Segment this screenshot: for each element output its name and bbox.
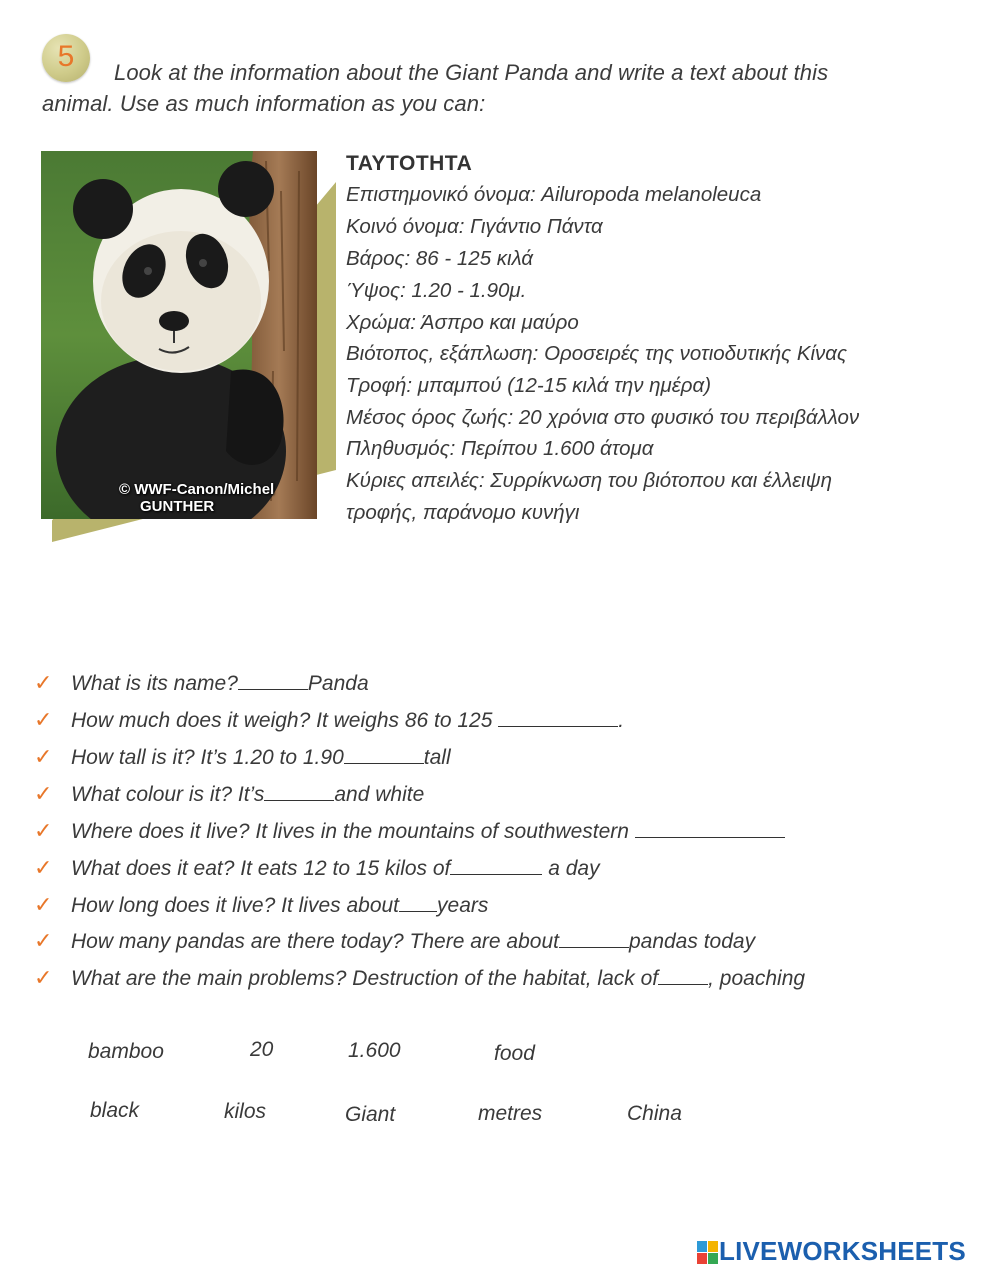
identity-line: Μέσος όρος ζωής: 20 χρόνια στο φυσικό του περιβάλλον [346,406,860,429]
question-text-after: and white [334,783,425,806]
check-icon: ✓ [34,965,53,990]
question-text: What are the main problems? Destruction of the habitat, lack of [71,967,659,990]
question-text: What does it eat? It eats 12 to 15 kilos of [71,857,451,880]
question-row [34,818,785,844]
word-bank-item[interactable]: 1.600 [348,1039,401,1062]
check-icon: ✓ [34,928,53,953]
identity-line: Πληθυσμός: Περίπου 1.600 άτομα [346,437,654,460]
identity-line: Κοινό όνομα: Γιγάντιο Πάντα [346,215,603,238]
word-bank-item[interactable]: China [627,1102,682,1125]
question-text: What is its name? [71,672,238,695]
question-text-after: . [618,709,625,732]
word-bank-item[interactable]: black [90,1099,140,1122]
answer-blank[interactable] [450,858,542,875]
check-icon: ✓ [34,818,53,843]
question-text: What colour is it? It’s [71,783,265,806]
instruction-line-2: animal. Use as much information as you can: [42,91,486,116]
answer-blank[interactable] [264,784,334,801]
word-bank-item[interactable]: food [494,1042,535,1065]
question-text-after: years [437,894,489,917]
photo-credit [119,481,274,515]
question-text: How much does it weigh? It weighs 86 to 125 [71,709,499,732]
answer-blank[interactable] [559,931,629,948]
answer-blank[interactable] [658,968,708,985]
check-icon: ✓ [34,707,53,732]
identity-line: Βιότοπος, εξάπλωση: Οροσειρές της νοτιοδυτικής Κίνας [346,342,847,365]
instruction-line-1: Look at the information about the Giant Panda and write a text about this [114,60,829,85]
question-text: How long does it live? It lives about [71,894,400,917]
identity-line: Χρώμα: Άσπρο και μαύρο [346,311,579,334]
question-row [34,670,369,696]
identity-line: Κύριες απειλές: Συρρίκνωση του βιότοπου και έλλειψη [346,469,833,492]
question-text-after: , poaching [708,967,806,990]
answer-blank[interactable] [344,747,424,764]
question-text-after: tall [423,746,451,769]
check-icon: ✓ [34,781,53,806]
panda-illustration [41,151,317,519]
question-row [34,892,488,918]
question-text-after: Panda [307,672,369,695]
word-bank-item[interactable]: kilos [224,1100,267,1123]
question-row [34,707,624,733]
question-row [34,965,805,991]
question-text: Where does it live? It lives in the mountains of southwestern [71,820,635,843]
check-icon: ✓ [34,670,53,695]
check-icon: ✓ [34,892,53,917]
question-row [34,744,451,770]
identity-line: Ύψος: 1.20 - 1.90μ. [346,279,527,302]
exercise-number-badge [42,34,90,82]
question-text-after: a day [542,857,600,880]
question-row [34,781,424,807]
panda-photo [41,151,317,519]
identity-title: ΤΑΥΤΟΤΗΤΑ [346,152,473,175]
question-row [34,855,600,881]
liveworksheets-logo-icon [697,1240,719,1264]
question-row [34,928,755,954]
question-text: How many pandas are there today? There are about [71,930,559,953]
question-text: How tall is it? It’s 1.20 to 1.90 [71,746,344,769]
check-icon: ✓ [34,855,53,880]
identity-line: Βάρος: 86 - 125 κιλά [346,247,534,270]
word-bank-item[interactable]: metres [478,1102,543,1125]
exercise-number: 5 [57,40,75,73]
photo-credit-line-1: © WWF-Canon/Michel [119,481,275,498]
word-bank-item[interactable]: 20 [250,1038,274,1061]
word-bank-item[interactable]: bamboo [88,1040,164,1063]
answer-blank[interactable] [399,895,437,912]
answer-blank[interactable] [635,821,785,838]
word-bank-item[interactable]: Giant [345,1103,396,1126]
check-icon: ✓ [34,744,53,769]
identity-line: Τροφή: μπαμπού (12-15 κιλά την ημέρα) [346,374,712,397]
answer-blank[interactable] [498,710,618,727]
identity-line: τροφής, παράνομο κυνήγι [346,501,580,524]
liveworksheets-logo[interactable] [697,1236,966,1266]
liveworksheets-logo-text: LIVEWORKSHEETS [719,1236,966,1266]
question-text-after: pandas today [628,930,756,953]
answer-blank[interactable] [238,673,308,690]
photo-credit-line-2: GUNTHER [140,498,215,515]
identity-line: Επιστημονικό όνομα: Ailuropoda melanoleuca [346,183,762,206]
